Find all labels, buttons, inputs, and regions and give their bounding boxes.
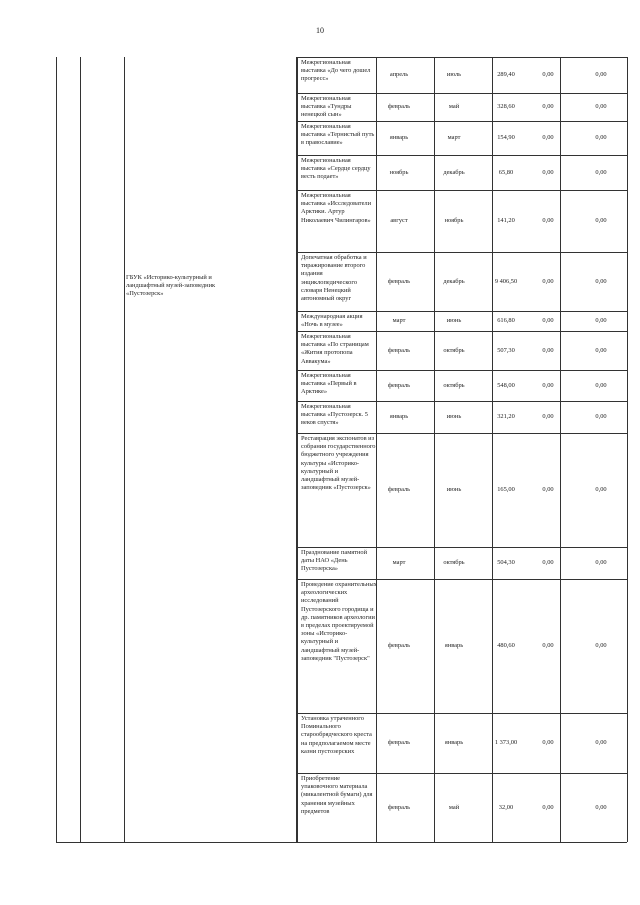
table-cell-amount: 32,00 [498, 803, 514, 811]
table-cell-v1: 0,00 [542, 739, 554, 746]
table-row-event: Межрегиональная выставка «Исследователи Арктики. Артур Николаевич Чилингаров» [301, 192, 372, 224]
table-cell-end: ноябрь [444, 217, 464, 224]
table-cell-v2: 0,00 [595, 71, 607, 78]
table-cell-v2: 0,00 [595, 486, 607, 493]
table-cell-amount: 165,00 [497, 486, 515, 493]
organization-name: ГБУК «Историко-культурный и ландшафтный музей-заповедник «Пустозерск» [126, 274, 216, 298]
table-cell-v2: 0,00 [595, 381, 607, 389]
table-cell-start: март [392, 559, 406, 566]
table-row-event: Межрегиональная выставка «Тернистый путь в православие» [301, 123, 375, 147]
table-cell-v1: 0,00 [542, 134, 554, 141]
table-row-event: Межрегиональная выставка «Первый в Арктике» [301, 372, 357, 396]
table-cell-v2: 0,00 [595, 346, 607, 354]
table-cell-v2: 0,00 [595, 317, 607, 324]
table-cell-start: август [390, 217, 408, 224]
table-cell-v2: 0,00 [595, 217, 607, 224]
table-row-event: Международная акция «Ночь в музее» [301, 313, 363, 329]
table-cell-v2: 0,00 [595, 413, 607, 420]
table-cell-start: апрель [389, 71, 409, 78]
table-cell-v1: 0,00 [542, 103, 554, 110]
page-number: 10 [316, 26, 324, 35]
table-cell-v2: 0,00 [595, 277, 607, 285]
table-cell-v1: 0,00 [542, 381, 554, 389]
table-cell-start: март [392, 317, 406, 324]
table-row-event: Межрегиональная выставка «Сердце сердцу весть подает» [301, 157, 371, 181]
table-cell-end: октябрь [443, 346, 465, 354]
table-cell-start: январь [389, 134, 409, 141]
table-cell-end: декабрь [443, 277, 465, 285]
table-cell-v1: 0,00 [542, 413, 554, 420]
table-cell-v2: 0,00 [595, 642, 607, 649]
table-cell-v1: 0,00 [542, 559, 554, 566]
table-row-event: Реставрация экспонатов из собрания государственного бюджетного учреждения культуры «Историко-культурный и ландшафтный музей-заповедник «Пустозерск» [301, 435, 376, 492]
table-cell-v2: 0,00 [595, 803, 607, 811]
table-cell-amount: 65,80 [498, 168, 514, 176]
table-cell-start: февраль [387, 346, 411, 354]
table-cell-end: июнь [446, 486, 462, 493]
table-cell-amount: 504,30 [497, 559, 515, 566]
table-cell-end: июнь [446, 413, 462, 420]
table-row-event: Межрегиональная выставка «Пустозерск. 5 веков спустя» [301, 403, 368, 427]
table-cell-v1: 0,00 [542, 317, 554, 324]
table-cell-end: июнь [446, 317, 462, 324]
table-cell-end: октябрь [443, 381, 465, 389]
table-cell-v1: 0,00 [542, 277, 554, 285]
table-cell-end: декабрь [443, 168, 465, 176]
table-cell-amount: 141,20 [497, 217, 515, 224]
table-row-event: Приобретение упаковочного материала (микалентной бумаги) для хранения музейных предметов [301, 775, 373, 815]
table-cell-amount: 328,60 [497, 103, 515, 110]
table-cell-amount: 480,60 [497, 642, 515, 649]
table-cell-start: февраль [387, 803, 411, 811]
table-cell-v2: 0,00 [595, 103, 607, 110]
table-cell-end: октябрь [443, 559, 465, 566]
table-cell-end: январь [444, 642, 464, 649]
table-cell-amount: 548,00 [497, 381, 515, 389]
table-cell-start: февраль [387, 739, 411, 746]
table-cell-start: ноябрь [389, 168, 409, 176]
table-cell-start: февраль [387, 381, 411, 389]
table-cell-amount: 9 406,50 [494, 277, 518, 285]
table-cell-v2: 0,00 [595, 134, 607, 141]
table-cell-amount: 507,30 [497, 346, 515, 354]
table-row-event: Межрегиональная выставка «По страницам «Жития протопопа Аввакума» [301, 333, 369, 365]
table-row-event: Межрегиональная выставка «Тундры ненецкой сын» [301, 95, 352, 119]
table-cell-v2: 0,00 [595, 559, 607, 566]
table-cell-end: июль [446, 71, 462, 78]
table-cell-start: январь [389, 413, 409, 420]
table-cell-end: май [448, 103, 460, 110]
table-row-event: Проведение охранительных археологических исследований Пустозерского городища и др. памятников археологии в пределах проектируемой зоны «Историко-культурный и ландшафтный музей-заповедник "Пустозерск" [301, 581, 377, 662]
table-cell-start: февраль [387, 277, 411, 285]
table-cell-amount: 616,80 [497, 317, 515, 324]
table-cell-amount: 1 373,00 [494, 739, 518, 746]
table-cell-v1: 0,00 [542, 71, 554, 78]
table-cell-v2: 0,00 [595, 168, 607, 176]
table-cell-end: май [448, 803, 460, 811]
table-row-event: Межрегиональная выставка «До чего дошел прогресс» [301, 59, 371, 83]
table-row-event: Празднование памятной даты НАО «День Пустозерска» [301, 549, 368, 573]
table-cell-v1: 0,00 [542, 486, 554, 493]
table-cell-end: март [447, 134, 461, 141]
table-cell-v1: 0,00 [542, 803, 554, 811]
table-cell-amount: 321,20 [497, 413, 515, 420]
table-cell-start: февраль [387, 103, 411, 110]
table-cell-start: февраль [387, 642, 411, 649]
table-cell-end: январь [444, 739, 464, 746]
table-cell-amount: 289,40 [497, 71, 515, 78]
table-cell-amount: 154,90 [497, 134, 515, 141]
table-cell-start: февраль [387, 486, 411, 493]
table-cell-v1: 0,00 [542, 346, 554, 354]
table-row-event: Установка утраченного Поминального старообрядческого креста на предполагаемом месте казни пустозерских [301, 715, 372, 755]
table-cell-v1: 0,00 [542, 168, 554, 176]
table-cell-v2: 0,00 [595, 739, 607, 746]
table-cell-v1: 0,00 [542, 642, 554, 649]
table-row-event: Допечатная обработка и тиражирование второго издания энциклопедического словаря Ненецкий автономный округ [301, 254, 367, 303]
table-cell-v1: 0,00 [542, 217, 554, 224]
